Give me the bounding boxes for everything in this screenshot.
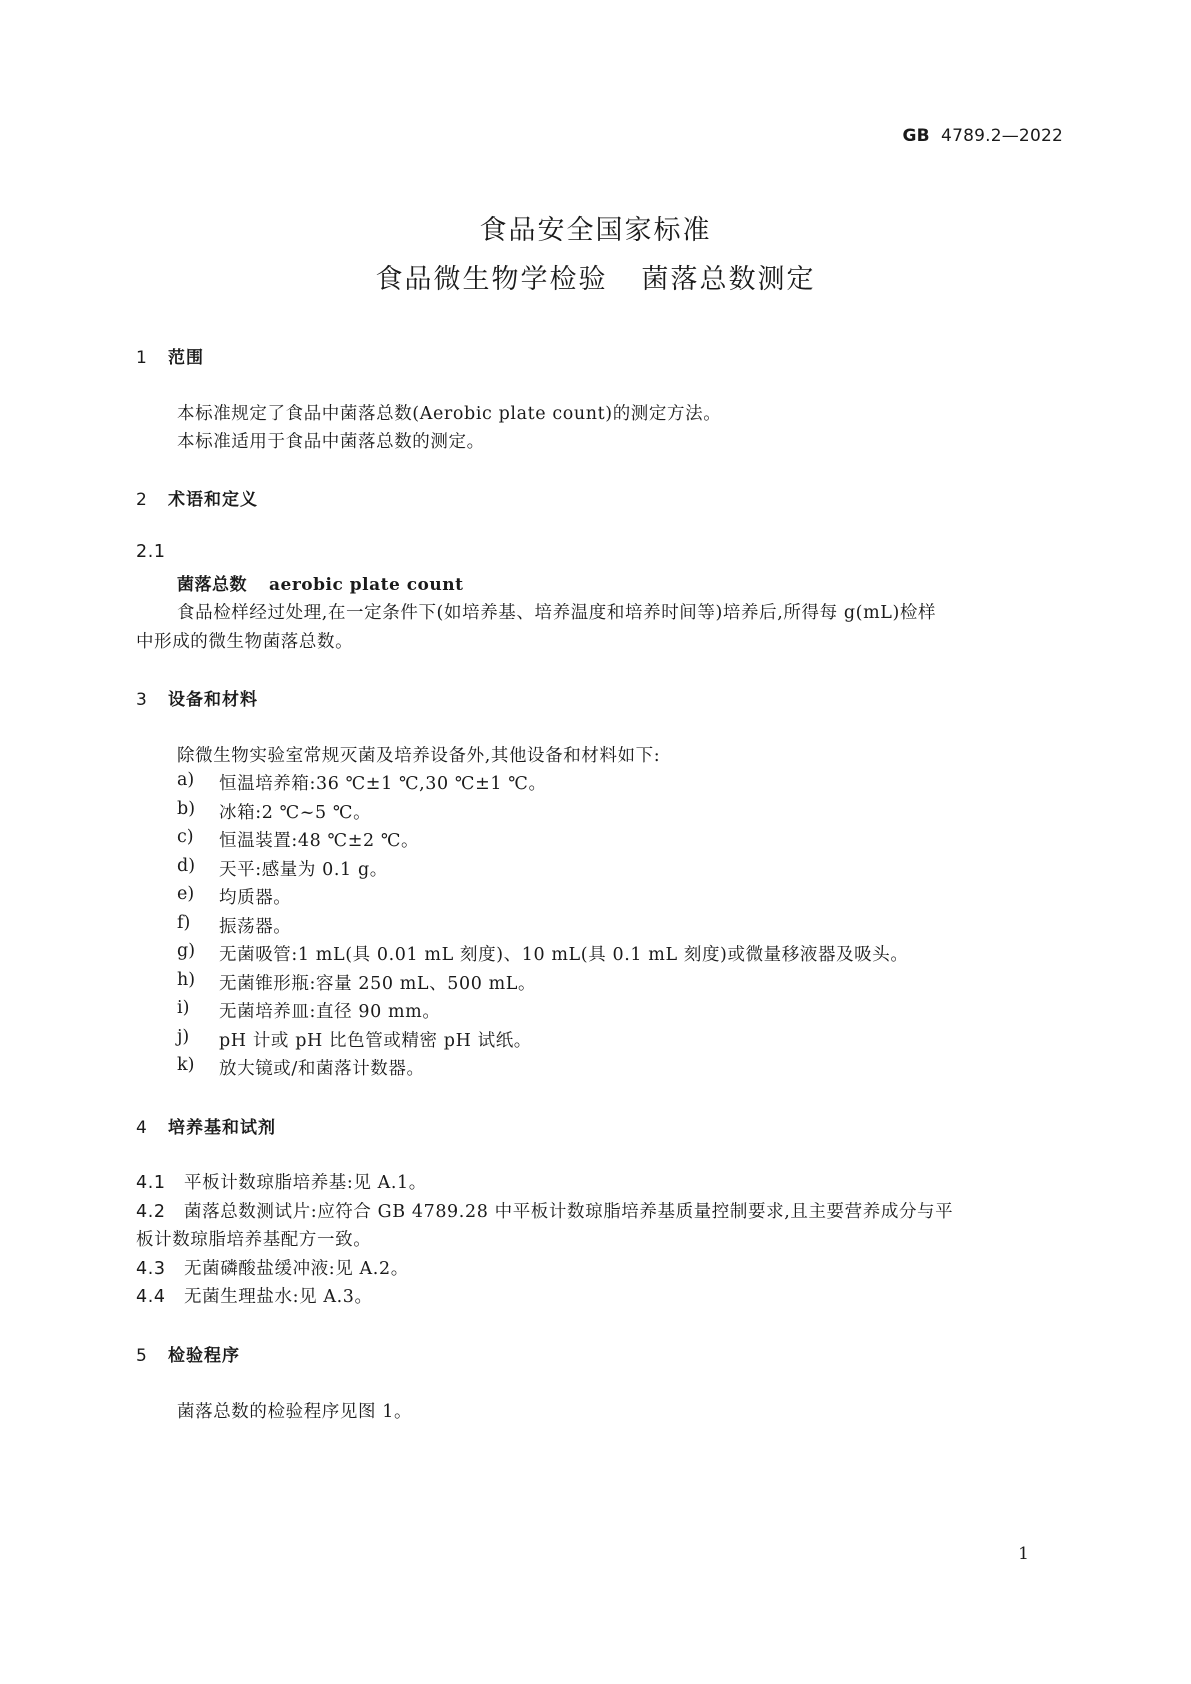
section-number: 3 — [136, 690, 148, 710]
document-title-line1: 食品安全国家标准 — [479, 215, 712, 246]
title-part-b: 菌落总数测定 — [641, 264, 816, 295]
section-4-heading — [136, 1113, 276, 1138]
document-title-line2 — [0, 257, 1191, 296]
paragraph: 本标准适用于食品中菌落总数的测定。 — [177, 432, 485, 452]
subsection-number: 4.2 — [136, 1202, 166, 1222]
section-1-heading — [136, 343, 204, 368]
subsection-text: 无菌磷酸盐缓冲液:见 A.2。 — [184, 1259, 409, 1279]
list-item-text: 恒温装置:48 ℃±2 ℃。 — [219, 831, 420, 851]
list-item-label: f) — [177, 913, 191, 933]
term-chinese: 菌落总数 — [177, 575, 247, 595]
section-title: 术语和定义 — [168, 490, 258, 510]
term-entry — [177, 570, 463, 595]
subsection-4-2-continuation: 板计数琼脂培养基配方一致。 — [136, 1230, 372, 1250]
list-item-label: i) — [177, 998, 190, 1018]
page-number: 1 — [1018, 1544, 1029, 1564]
section-2-heading — [136, 485, 258, 510]
list-item-label: k) — [177, 1055, 195, 1075]
paragraph: 本标准规定了食品中菌落总数(Aerobic plate count)的测定方法。 — [177, 404, 722, 424]
list-item-text: 放大镜或/和菌落计数器。 — [219, 1059, 425, 1079]
section-title: 设备和材料 — [168, 690, 258, 710]
list-item-text: 天平:感量为 0.1 g。 — [219, 860, 388, 880]
subsection-4-3 — [136, 1255, 409, 1280]
list-item-text: 无菌培养皿:直径 90 mm。 — [219, 1002, 441, 1022]
section-number: 2 — [136, 490, 148, 510]
list-item-label: g) — [177, 941, 196, 961]
subsection-4-2 — [136, 1198, 953, 1223]
list-item-text: 均质器。 — [219, 888, 292, 908]
list-item-label: b) — [177, 799, 196, 819]
definition-line: 中形成的微生物菌落总数。 — [136, 632, 354, 652]
section-title: 范围 — [168, 348, 204, 368]
list-item-text: pH 计或 pH 比色管或精密 pH 试纸。 — [219, 1031, 532, 1051]
section-5-heading — [136, 1341, 240, 1366]
subsection-4-1 — [136, 1169, 427, 1194]
subsection-text: 菌落总数测试片:应符合 GB 4789.28 中平板计数琼脂培养基质量控制要求,且主要营养成分与平 — [184, 1202, 954, 1222]
list-item-label: j) — [177, 1027, 190, 1047]
subsection-text: 无菌生理盐水:见 A.3。 — [184, 1287, 373, 1307]
standard-prefix: GB — [902, 126, 930, 146]
section-3-heading — [136, 685, 258, 710]
list-item-text: 无菌锥形瓶:容量 250 mL、500 mL。 — [219, 974, 537, 994]
term-english: aerobic plate count — [269, 575, 464, 595]
subsection-number: 4.4 — [136, 1287, 166, 1307]
list-item-text: 冰箱:2 ℃~5 ℃。 — [219, 803, 372, 823]
subsection-number: 2.1 — [136, 542, 166, 562]
list-item-label: c) — [177, 827, 194, 847]
section-title: 培养基和试剂 — [168, 1118, 276, 1138]
subsection-number: 4.1 — [136, 1173, 166, 1193]
list-item-label: d) — [177, 856, 196, 876]
section-title: 检验程序 — [168, 1346, 240, 1366]
list-item-label: a) — [177, 770, 195, 790]
standard-number: 4789.2—2022 — [941, 126, 1063, 146]
list-item-label: e) — [177, 884, 195, 904]
section-number: 1 — [136, 348, 148, 368]
definition-line: 食品检样经过处理,在一定条件下(如培养基、培养温度和培养时间等)培养后,所得每 g(mL)检样 — [177, 603, 937, 623]
subsection-text: 平板计数琼脂培养基:见 A.1。 — [184, 1173, 427, 1193]
subsection-number: 4.3 — [136, 1259, 166, 1279]
list-item-label: h) — [177, 970, 196, 990]
paragraph: 菌落总数的检验程序见图 1。 — [177, 1402, 413, 1422]
list-item-text: 无菌吸管:1 mL(具 0.01 mL 刻度)、10 mL(具 0.1 mL 刻度)或微量移液器及吸头。 — [219, 945, 909, 965]
section-number: 4 — [136, 1118, 148, 1138]
paragraph: 除微生物实验室常规灭菌及培养设备外,其他设备和材料如下: — [177, 746, 661, 766]
subsection-4-4 — [136, 1283, 373, 1308]
list-item-text: 恒温培养箱:36 ℃±1 ℃,30 ℃±1 ℃。 — [219, 774, 547, 794]
section-number: 5 — [136, 1346, 148, 1366]
standard-code — [903, 126, 1063, 146]
title-part-a: 食品微生物学检验 — [375, 264, 608, 295]
list-item-text: 振荡器。 — [219, 917, 292, 937]
